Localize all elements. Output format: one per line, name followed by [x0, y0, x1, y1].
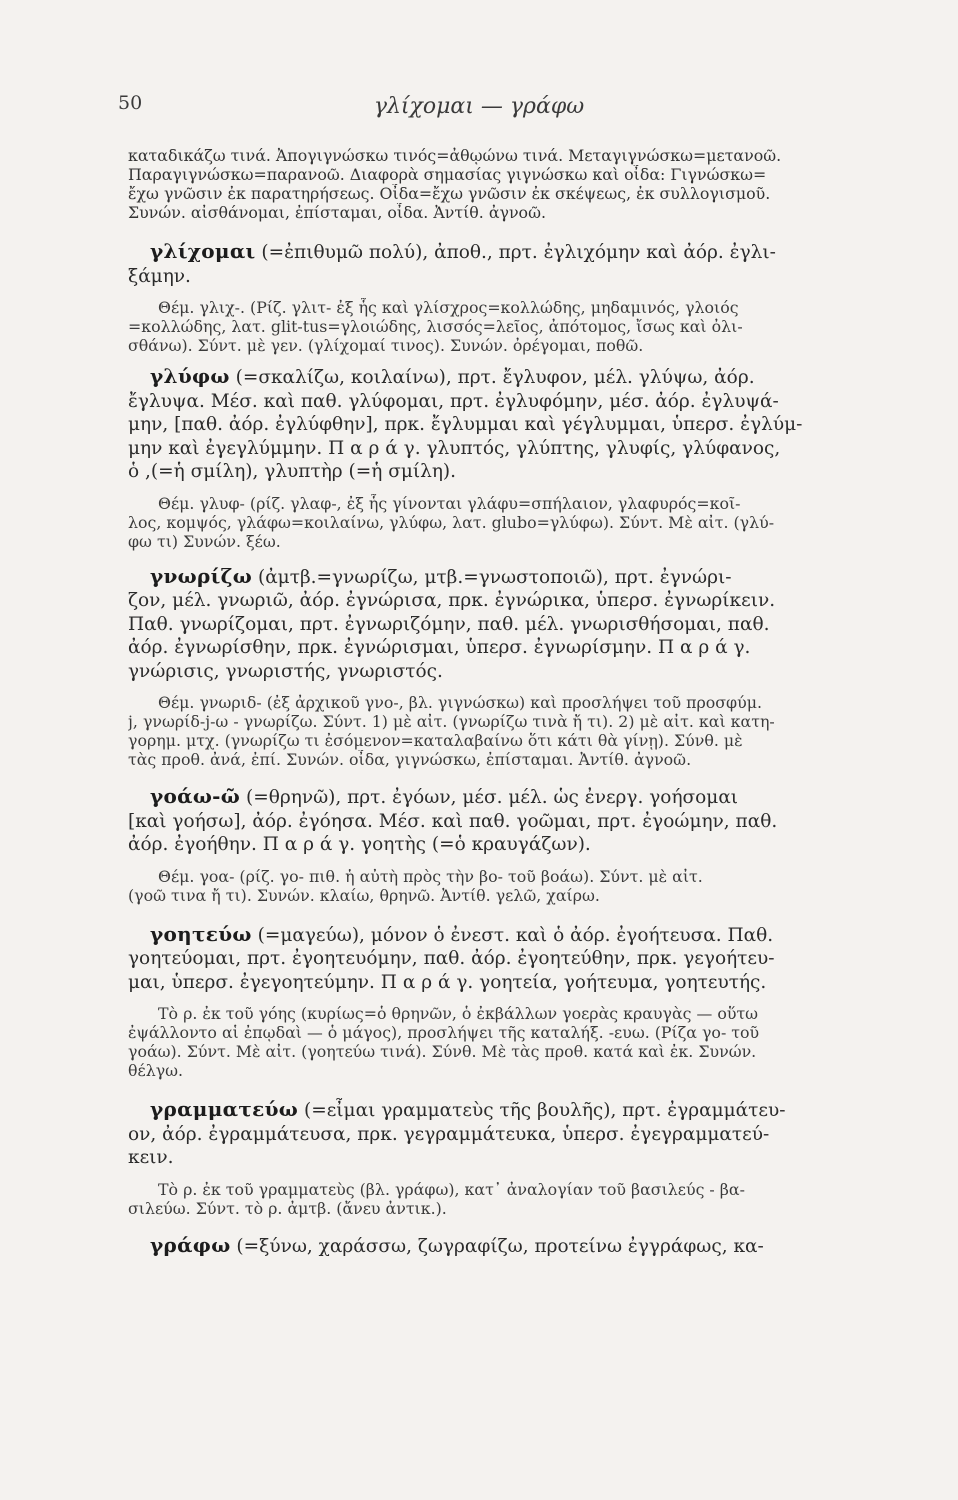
- headword: γοητεύω: [150, 922, 252, 946]
- headword: γλύφω: [150, 365, 230, 388]
- definition-text: (=ξύνω, χαράσσω, ζωγραφίζω, προτείνω ἐγγράφως, κα-: [230, 1235, 764, 1257]
- entry-grammateuo: [128, 1098, 898, 1170]
- etymology-line: Θέμ. γλυφ- (ρίζ. γλαφ-, ἐξ ἧς γίνονται γλάφυ=σπήλαιον, γλαφυρός=κοῖ-: [158, 493, 741, 513]
- definition-line: μην καὶ ἐγεγλύμμην. Π α ρ ά γ. γλυπτός, γλύπτης, γλυφίς, γλύφανος,: [128, 437, 781, 459]
- definition-line: ἀόρ. ἐγοήθην. Π α ρ ά γ. γοητὴς (=ὁ κραυγάζων).: [128, 834, 591, 855]
- etymology-line: (γοῶ τινα ἤ τι). Συνών. κλαίω, θρηνῶ. Ἀντίθ. γελῶ, χαίρω.: [128, 885, 600, 905]
- definition-text: (=μαγεύω), μόνον ὁ ἐνεστ. καὶ ὁ ἀόρ. ἐγοήτευσα. Παθ.: [251, 924, 774, 946]
- etymology-line: Θέμ. γοα- (ρίζ. γο- πιθ. ἡ αὐτὴ πρὸς τὴν βο- τοῦ βοάω). Σύντ. μὲ αἰτ.: [158, 866, 703, 886]
- definition-line: γνώρισις, γνωριστής, γνωριστός.: [128, 660, 443, 682]
- page-number: 50: [118, 92, 143, 114]
- etymology-line: j, γνωρίδ-j-ω - γνωρίζω. Σύντ. 1) μὲ αἰτ. (γνωρίζω τινὰ ἤ τι). 2) μὲ αἰτ. καὶ κατη-: [128, 712, 775, 731]
- entry-gnorizo: [128, 565, 898, 684]
- entry-first-line: [128, 785, 898, 810]
- etymology-line: τὰς προθ. ἀνά, ἐπί. Συνών. οἶδα, γιγνώσκω, ἐπίσταμαι. Ἀντίθ. ἀγνοῶ.: [128, 750, 692, 769]
- etymology-line: σθάνω). Σύντ. μὲ γεν. (γλίχομαί τινος). Συνών. ὀρέγομαι, ποθῶ.: [128, 336, 644, 355]
- page-body: [128, 146, 898, 1258]
- definition-line: ἔγλυψα. Μέσ. καὶ παθ. γλύφομαι, πρτ. ἐγλυφόμην, μέσ. ἀόρ. ἐγλυψά-: [128, 390, 779, 412]
- etymology-line: =κολλώδης, λατ. glit-tus=γλοιώδης, λισσός=λεῖος, ἀπότομος, ἴσως καὶ ὀλι-: [128, 317, 743, 336]
- definition-line: μην, [παθ. ἀόρ. ἐγλύφθην], πρκ. ἔγλυμμαι καὶ γέγλυμμαι, ὑπερσ. ἐγλύμ-: [128, 414, 803, 435]
- etymology-grammateuo: [128, 1180, 898, 1218]
- text-line: καταδικάζω τινά. Ἀπογιγνώσκω τινός=ἀθῳώνω τινά. Μεταγιγνώσκω=μετανοῶ.: [128, 146, 782, 165]
- definition-line: μαι, ὑπερσ. ἐγεγοητεύμην. Π α ρ ά γ. γοητεία, γοήτευμα, γοητευτής.: [128, 971, 767, 993]
- definition-text: (=εἶμαι γραμματεὺς τῆς βουλῆς), πρτ. ἐγραμμάτευ-: [298, 1100, 786, 1121]
- headword: γραμματεύω: [150, 1098, 299, 1121]
- etymology-line: Θέμ. γνωριδ- (ἐξ ἀρχικοῦ γνο-, βλ. γιγνώσκω) καὶ προσλήψει τοῦ προσφύμ.: [158, 693, 762, 712]
- text-line: Συνών. αἰσθάνομαι, ἐπίσταμαι, οἶδα. Ἀντίθ. ἀγνοῶ.: [128, 203, 546, 222]
- entry-first-line: [128, 365, 898, 390]
- etymology-line: Τὸ ρ. ἐκ τοῦ γόης (κυρίως=ὁ θρηνῶν, ὁ ἐκβάλλων γοερὰς κραυγὰς — οὕτω: [158, 1004, 759, 1023]
- definition-text: (=θρηνῶ), πρτ. ἐγόων, μέσ. μέλ. ὡς ἐνεργ. γοήσομαι: [240, 787, 739, 808]
- entry-glichomai: [128, 240, 898, 288]
- definition-line: Παθ. γνωρίζομαι, πρτ. ἐγνωριζόμην, παθ. μέλ. γνωρισθήσομαι, παθ.: [128, 613, 770, 635]
- headword: γλίχομαι: [150, 240, 256, 263]
- definition-text: (=σκαλίζω, κοιλαίνω), πρτ. ἔγλυφον, μέλ. γλύψω, ἀόρ.: [229, 367, 755, 388]
- headword: γράφω: [150, 1233, 231, 1257]
- etymology-line: σιλεύω. Σύντ. τὸ ρ. ἀμτβ. (ἄνευ ἀντικ.).: [128, 1198, 447, 1218]
- etymology-line: γοάω). Σύντ. Μὲ αἰτ. (γοητεύω τινά). Σύνθ. Μὲ τὰς προθ. κατά καὶ ἐκ. Συνών.: [128, 1042, 757, 1061]
- etymology-glyfo: [128, 494, 898, 551]
- etymology-line: γορημ. μτχ. (γνωρίζω τι ἐσόμενον=καταλαβαίνω ὅτι κάτι θὰ γίνῃ). Σύνθ. μὲ: [128, 731, 743, 750]
- definition-text: (=ἐπιθυμῶ πολύ), ἀποθ., πρτ. ἐγλιχόμην καὶ ἀόρ. ἐγλι-: [255, 242, 776, 263]
- etymology-line: ἐψάλλοντο αἱ ἐπῳδαὶ — ὁ μάγος), προσλήψει τῆς καταλήξ. -ευω. (Ρίζα γο- τοῦ: [128, 1023, 760, 1042]
- definition-line: [καὶ γοήσω], ἀόρ. ἐγόησα. Μέσ. καὶ παθ. γοῶμαι, πρτ. ἐγοώμην, παθ.: [128, 810, 778, 832]
- etymology-line: λος, κομψός, γλάφω=κοιλαίνω, γλύφω, λατ. glubo=γλύφω). Σύντ. Μὲ αἰτ. (γλύ-: [128, 512, 775, 532]
- definition-text: (ἀμτβ.=γνωρίζω, μτβ.=γνωστοποιῶ), πρτ. ἐγνώρι-: [252, 566, 732, 588]
- definition-line: ἀόρ. ἐγνωρίσθην, πρκ. ἐγνώρισμαι, ὑπερσ. ἐγνωρίσμην. Π α ρ ά γ.: [128, 637, 751, 658]
- entry-goiteuo: [128, 923, 898, 995]
- etymology-line: φω τι) Συνών. ξέω.: [128, 531, 281, 551]
- etymology-line: Θέμ. γλιχ-. (Ρίζ. γλιτ- ἐξ ἧς καὶ γλίσχρος=κολλώδης, μηδαμινός, γλοιός: [158, 298, 739, 317]
- etymology-glichomai: [128, 298, 898, 355]
- entry-glyfo: [128, 365, 898, 484]
- definition-line: ξάμην.: [128, 265, 191, 287]
- entry-first-line: [128, 1098, 898, 1123]
- entry-first-line: [128, 923, 898, 948]
- running-head: γλίχομαι — γράφω: [373, 94, 585, 119]
- definition-line: κειν.: [128, 1147, 174, 1168]
- text-line: Παραγιγνώσκω=παρανοῶ. Διαφορὰ σημασίας γιγνώσκω καὶ οἶδα: Γιγνώσκω=: [128, 165, 767, 184]
- entry-goao: [128, 785, 898, 857]
- etymology-line: θέλγω.: [128, 1061, 184, 1080]
- intro-text: [128, 146, 898, 222]
- entry-grafo: [128, 1234, 898, 1259]
- text-line: ἔχω γνῶσιν ἐκ παρατηρήσεως. Οἶδα=ἔχω γνῶσιν ἐκ σκέψεως, ἐκ συλλογισμοῦ.: [128, 184, 771, 203]
- headword: γοάω-ῶ: [150, 785, 241, 808]
- entry-first-line: [128, 240, 898, 265]
- etymology-goao: [128, 867, 898, 905]
- entry-first-line: [128, 565, 898, 590]
- definition-line: ζον, μέλ. γνωριῶ, ἀόρ. ἐγνώρισα, πρκ. ἐγνώρικα, ὑπερσ. ἐγνωρίκειν.: [128, 590, 776, 611]
- definition-line: ον, ἀόρ. ἐγραμμάτευσα, πρκ. γεγραμμάτευκα, ὑπερσ. ἐγεγραμματεύ-: [128, 1123, 770, 1145]
- headword: γνωρίζω: [150, 564, 253, 588]
- etymology-goiteuo: [128, 1004, 898, 1080]
- definition-line: γοητεύομαι, πρτ. ἐγοητευόμην, παθ. ἀόρ. ἐγοητεύθην, πρκ. γεγοήτευ-: [128, 948, 775, 969]
- entry-first-line: [128, 1234, 898, 1259]
- etymology-gnorizo: [128, 693, 898, 769]
- definition-line: ὁ ,(=ἡ σμίλη), γλυπτὴρ (=ἡ σμίλη).: [128, 461, 457, 482]
- etymology-line: Τὸ ρ. ἐκ τοῦ γραμματεὺς (βλ. γράφω), κατ᾽ ἀναλογίαν τοῦ βασιλεύς - βα-: [158, 1179, 745, 1199]
